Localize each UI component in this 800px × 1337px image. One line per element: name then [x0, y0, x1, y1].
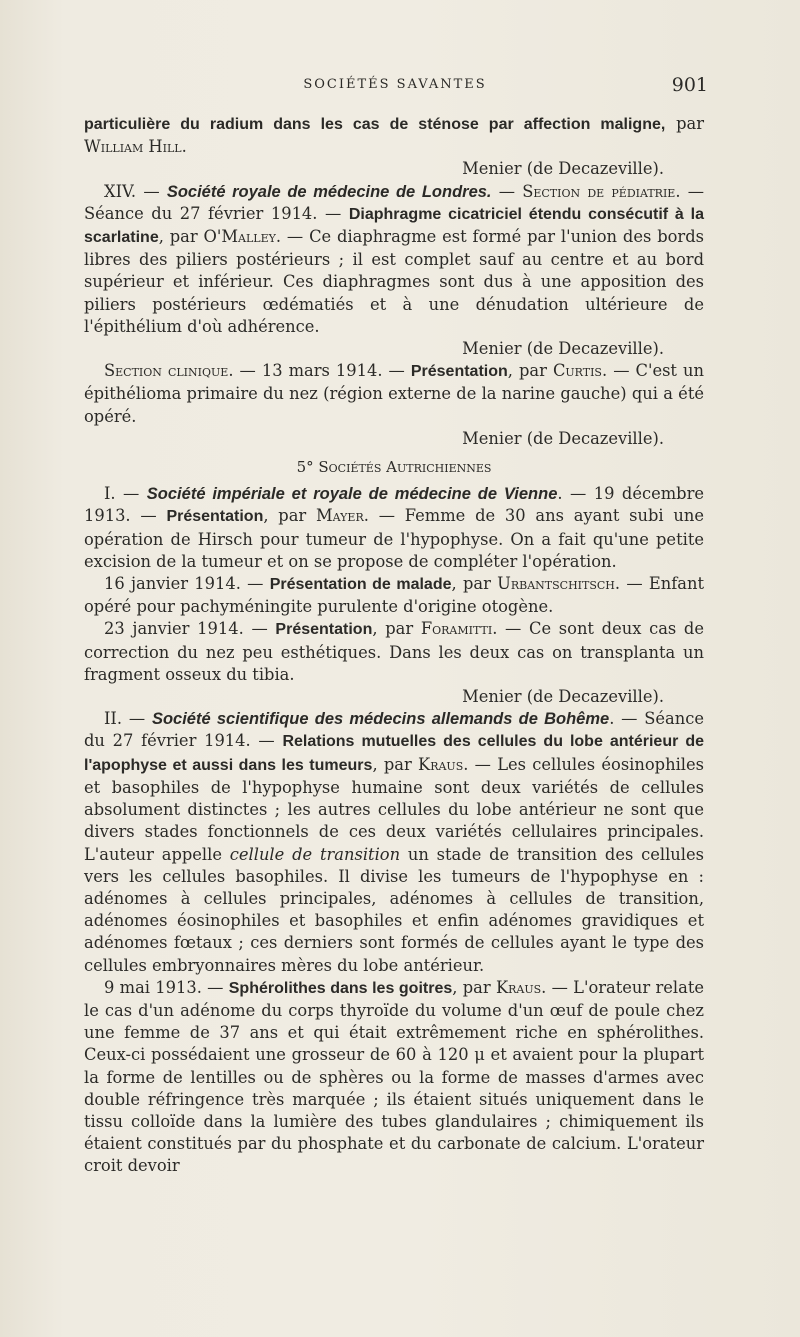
text: , par: [507, 361, 553, 381]
author-name: Foramitti: [420, 619, 493, 639]
text: . — Ce sont deux cas de correction du nez peu esthétiques. Dans les deux cas on transplanta un fragment osseux du tibia.: [84, 619, 704, 684]
text: 23 janvier 1914. —: [104, 619, 276, 639]
text: , par: [158, 227, 204, 247]
text: , par: [452, 977, 496, 997]
text: , par: [372, 619, 421, 639]
author-name: William Hill: [84, 137, 182, 157]
title-text: Présentation: [410, 363, 508, 381]
text: , par: [263, 506, 316, 526]
text: I. —: [104, 484, 147, 504]
paragraph: [84, 113, 704, 158]
society-name: Société royale de médecine de Londres.: [166, 182, 492, 201]
title-text: Présentation: [275, 621, 373, 639]
society-name: Société impériale et royale de médecine de Vienne: [146, 485, 558, 504]
text: II. —: [104, 709, 152, 729]
paragraph: [84, 977, 704, 1178]
title-text: Présentation de malade: [269, 576, 452, 594]
text: . — Les cellules éosinophiles et basophiles de l'hypophyse humaine sont deux variétés de cellules absolument distinctes ; les autres cellules du lobe antérieur ne sont que divers stades fonctionnels de ces deux variétés cellulaires principales. L'auteur appelle: [84, 754, 704, 864]
title-text: particulière du radium dans les cas de sténose par affection maligne,: [84, 116, 666, 133]
text: .: [181, 137, 187, 157]
signature: Menier (de Decazeville).: [462, 687, 664, 707]
paragraph: [84, 618, 704, 686]
text: 16 janvier 1914. —: [104, 574, 270, 594]
text: . — 19 décembre 1913. —: [84, 484, 704, 526]
title-text: Présentation: [166, 508, 264, 526]
text: . — Enfant opéré pour pachyméningite purulente d'origine otogène.: [84, 574, 704, 617]
paragraph: [84, 181, 704, 338]
author-name: Mayer: [316, 506, 364, 526]
author-name: Kraus: [495, 977, 542, 997]
signature: Menier (de Decazeville).: [462, 339, 664, 359]
author-name: Kraus: [418, 754, 464, 774]
text: un stade de transition des cellules vers les cellules basophiles. Il divise les tumeurs de l'hypophyse en : adénomes à cellules principales, adénomes à cellules de transition, adénomes éosinophiles et basophiles et enfin adénomes gravidiques et adénomes fœtaux ; ces derniers sont formés de cellules ayant le type des cellules embryonnaires mères du lobe antérieur.: [84, 844, 704, 975]
paragraph: [84, 708, 704, 976]
society-name: Société scientifique des médecins allemands de Bohême: [151, 710, 610, 729]
page-number: 901: [671, 74, 708, 96]
italic-term: cellule de transition: [229, 844, 401, 864]
section-heading: 5° Sociétés Autrichiennes: [296, 458, 492, 477]
text: , par: [372, 754, 419, 774]
paragraph: [84, 573, 704, 618]
text: . — C'est un épithélioma primaire du nez (région externe de la narine gauche) qui a été opéré.: [84, 361, 704, 426]
text: . — 13 mars 1914. —: [228, 361, 411, 381]
text: 9 mai 1913. —: [104, 977, 229, 997]
text: . — Femme de 30 ans ayant subi une opération de Hirsch pour tumeur de l'hypophyse. On a fait qu'une petite excision de la tumeur et on se propose de compléter l'opération.: [84, 506, 704, 571]
signature: Menier (de Decazeville).: [462, 159, 664, 179]
text: . — Ce diaphragme est formé par l'union des bords libres des piliers postérieurs ; il est complet sauf au centre et au bord supérieur et inférieur. Ces diaphragmes sont dus à une apposition des piliers postérieurs œdématiés et à une dénudation ultérieure de l'épithélium d'où adhérence.: [84, 227, 704, 336]
text: par: [665, 114, 704, 133]
running-title: SOCIÉTÉS SAVANTES: [303, 77, 487, 92]
section-name: Section de pédiatrie: [522, 181, 676, 201]
text: XIV. —: [104, 181, 167, 201]
title-text: Diaphragme cicatriciel étendu consécutif à la scarlatine: [84, 205, 704, 247]
document-body: [84, 113, 704, 1178]
title-text: Sphérolithes dans les goitres: [228, 979, 453, 997]
paragraph: [84, 360, 704, 428]
text: . — L'orateur relate le cas d'un adénome du corps thyroïde du volume d'un œuf de poule chez une femme de 37 ans et qui était extrêmement riche en sphérolithes. Ceux-ci possédaient une grosseur de 60 à 120 μ et avaient pour la plupart la forme de lentilles ou de sphères ou la forme de masses d'armes avec double réfringence très marquée ; ils étaient situés uniquement dans le tissu colloïde dans la lumière des tubes glandulaires ; chimiquement ils étaient constitués par du phosphate et du carbonate de calcium. L'orateur croit devoir: [84, 977, 704, 1176]
title-text: Relations mutuelles des cellules du lobe antérieur de l'apophyse et aussi dans les tumeurs: [84, 733, 704, 774]
text: . — Séance du 27 février 1914. —: [84, 181, 704, 223]
author-name: Curtis: [552, 361, 602, 381]
text: , par: [451, 574, 498, 594]
text: . — Séance du 27 février 1914. —: [84, 709, 705, 751]
page-header: [82, 72, 708, 102]
signature: Menier (de Decazeville).: [462, 428, 664, 448]
author-name: Urbantschitsch: [497, 574, 615, 594]
paragraph: [84, 483, 704, 573]
section-name: Section clinique: [104, 361, 229, 381]
text: —: [491, 181, 523, 201]
author-name: O'Malley: [203, 227, 276, 247]
